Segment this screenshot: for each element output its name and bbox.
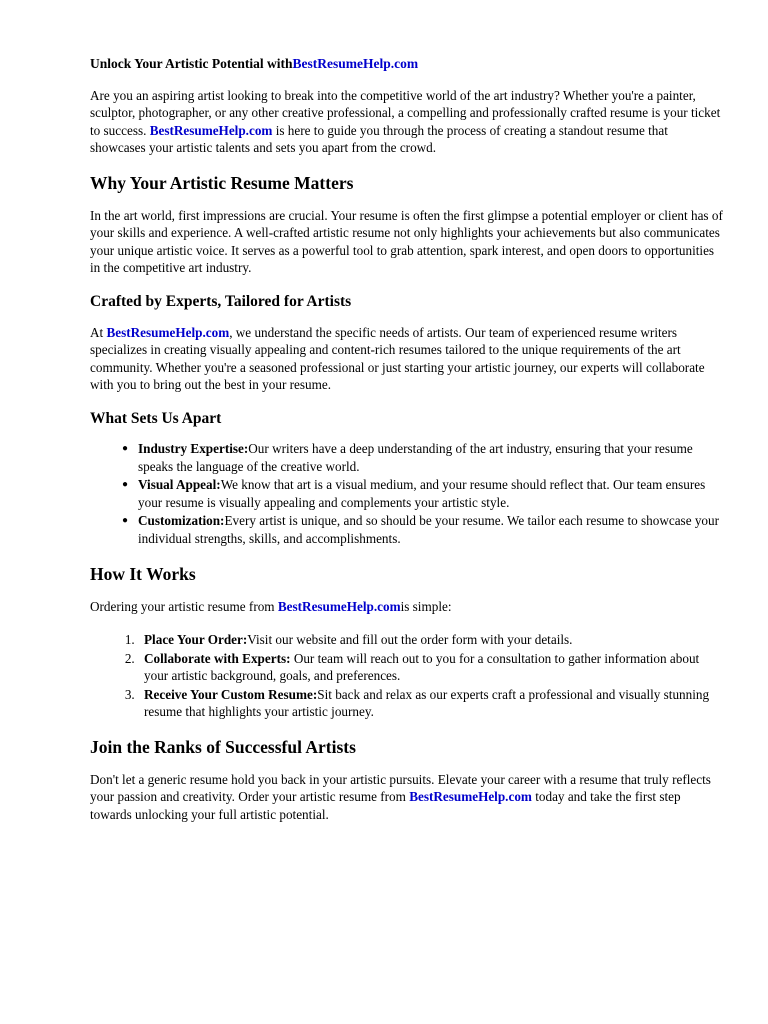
list-item-text: Sit back and relax as our experts craft a professional and visually stunning resume that highlights your artistic journey. — [144, 686, 710, 720]
document-title — [90, 55, 723, 73]
brand-link-crafted[interactable]: BestResumeHelp.com — [106, 324, 230, 340]
list-item-lead: Place Your Order: — [144, 632, 248, 648]
section-heading-crafted: Crafted by Experts, Tailored for Artists — [90, 292, 352, 310]
apart-list — [90, 440, 723, 547]
list-item-lead: Visual Appeal: — [138, 477, 221, 493]
how-intro-suffix: is simple: — [400, 598, 452, 614]
list-item — [138, 631, 723, 649]
join-paragraph — [90, 771, 723, 824]
list-item — [138, 650, 723, 685]
join-text-part1: Don't let a generic resume hold you back in your artistic pursuits. Elevate your career with a resume that truly reflects your passion and creativity. Order your artistic resume from — [90, 771, 711, 805]
section-heading-apart: What Sets Us Apart — [90, 409, 222, 427]
list-item-lead: Collaborate with Experts: — [144, 650, 291, 666]
section-paragraph-why: In the art world, first impressions are crucial. Your resume is often the first glimpse a potential employer or client has of your skills and experience. A well-crafted artistic resume not only highlights your achievements but also communicates your unique artistic voice. It serves as a powerful tool to grab attention, spark interest, and open doors to opportunities in the competitive art industry. — [90, 207, 723, 276]
intro-text-part1: Are you an aspiring artist looking to break into the competitive world of the art industry? Whether you're a painter, sculptor, photographer, or any other creative professional, a compelling and professionally crafted resume is your ticket to success. — [90, 87, 721, 138]
crafted-body: , we understand the specific needs of artists. Our team of experienced resume writers specializes in creating visually appealing and content-rich resumes tailored to the unique requirements of the art community. Whether you're a seasoned professional or just starting your artistic journey, our experts will collaborate with you to bring out the best in your resume. — [90, 324, 705, 393]
join-text-part2: today and take the first step towards unlocking your full artistic potential. — [90, 789, 681, 822]
brand-link-title[interactable]: BestResumeHelp.com — [292, 56, 419, 71]
list-item-lead: Industry Expertise: — [138, 441, 249, 457]
list-item-text: Every artist is unique, and so should be your resume. We tailor each resume to showcase your individual strengths, skills, and accomplishments. — [138, 513, 720, 547]
brand-link-intro[interactable]: BestResumeHelp.com — [149, 122, 273, 138]
list-item-text: Visit our website and fill out the order form with your details. — [247, 632, 573, 648]
intro-text-part2: is here to guide you through the process of creating a standout resume that showcases your artistic talents and sets you apart from the crowd. — [90, 122, 668, 156]
brand-link-join[interactable]: BestResumeHelp.com — [409, 789, 532, 805]
list-item-text: We know that art is a visual medium, and your resume should reflect that. Our team ensures your resume is visually appealing and complements your artistic style. — [138, 477, 706, 510]
list-item — [138, 440, 723, 475]
section-paragraph-crafted — [90, 324, 723, 394]
brand-link-how[interactable]: BestResumeHelp.com — [277, 598, 401, 614]
how-it-works-steps — [90, 631, 723, 721]
list-item-lead: Customization: — [138, 513, 225, 529]
document-title-text: Unlock Your Artistic Potential with — [90, 56, 293, 71]
crafted-prefix: At — [90, 324, 104, 340]
list-item — [138, 512, 723, 547]
intro-paragraph — [90, 87, 723, 157]
list-item-text: Our team will reach out to you for a consultation to gather information about your artistic background, goals, and preferences. — [144, 650, 700, 684]
list-item — [138, 476, 723, 511]
how-intro-prefix: Ordering your artistic resume from — [90, 598, 275, 614]
section-heading-why: Why Your Artistic Resume Matters — [90, 172, 354, 193]
list-item — [138, 686, 723, 721]
list-item-lead: Receive Your Custom Resume: — [144, 686, 318, 702]
list-item-text: Our writers have a deep understanding of the art industry, ensuring that your resume speaks the language of the creative world. — [138, 441, 693, 474]
how-it-works-intro — [90, 598, 723, 616]
section-heading-join: Join the Ranks of Successful Artists — [90, 736, 356, 757]
section-heading-how-it-works: How It Works — [90, 563, 196, 584]
